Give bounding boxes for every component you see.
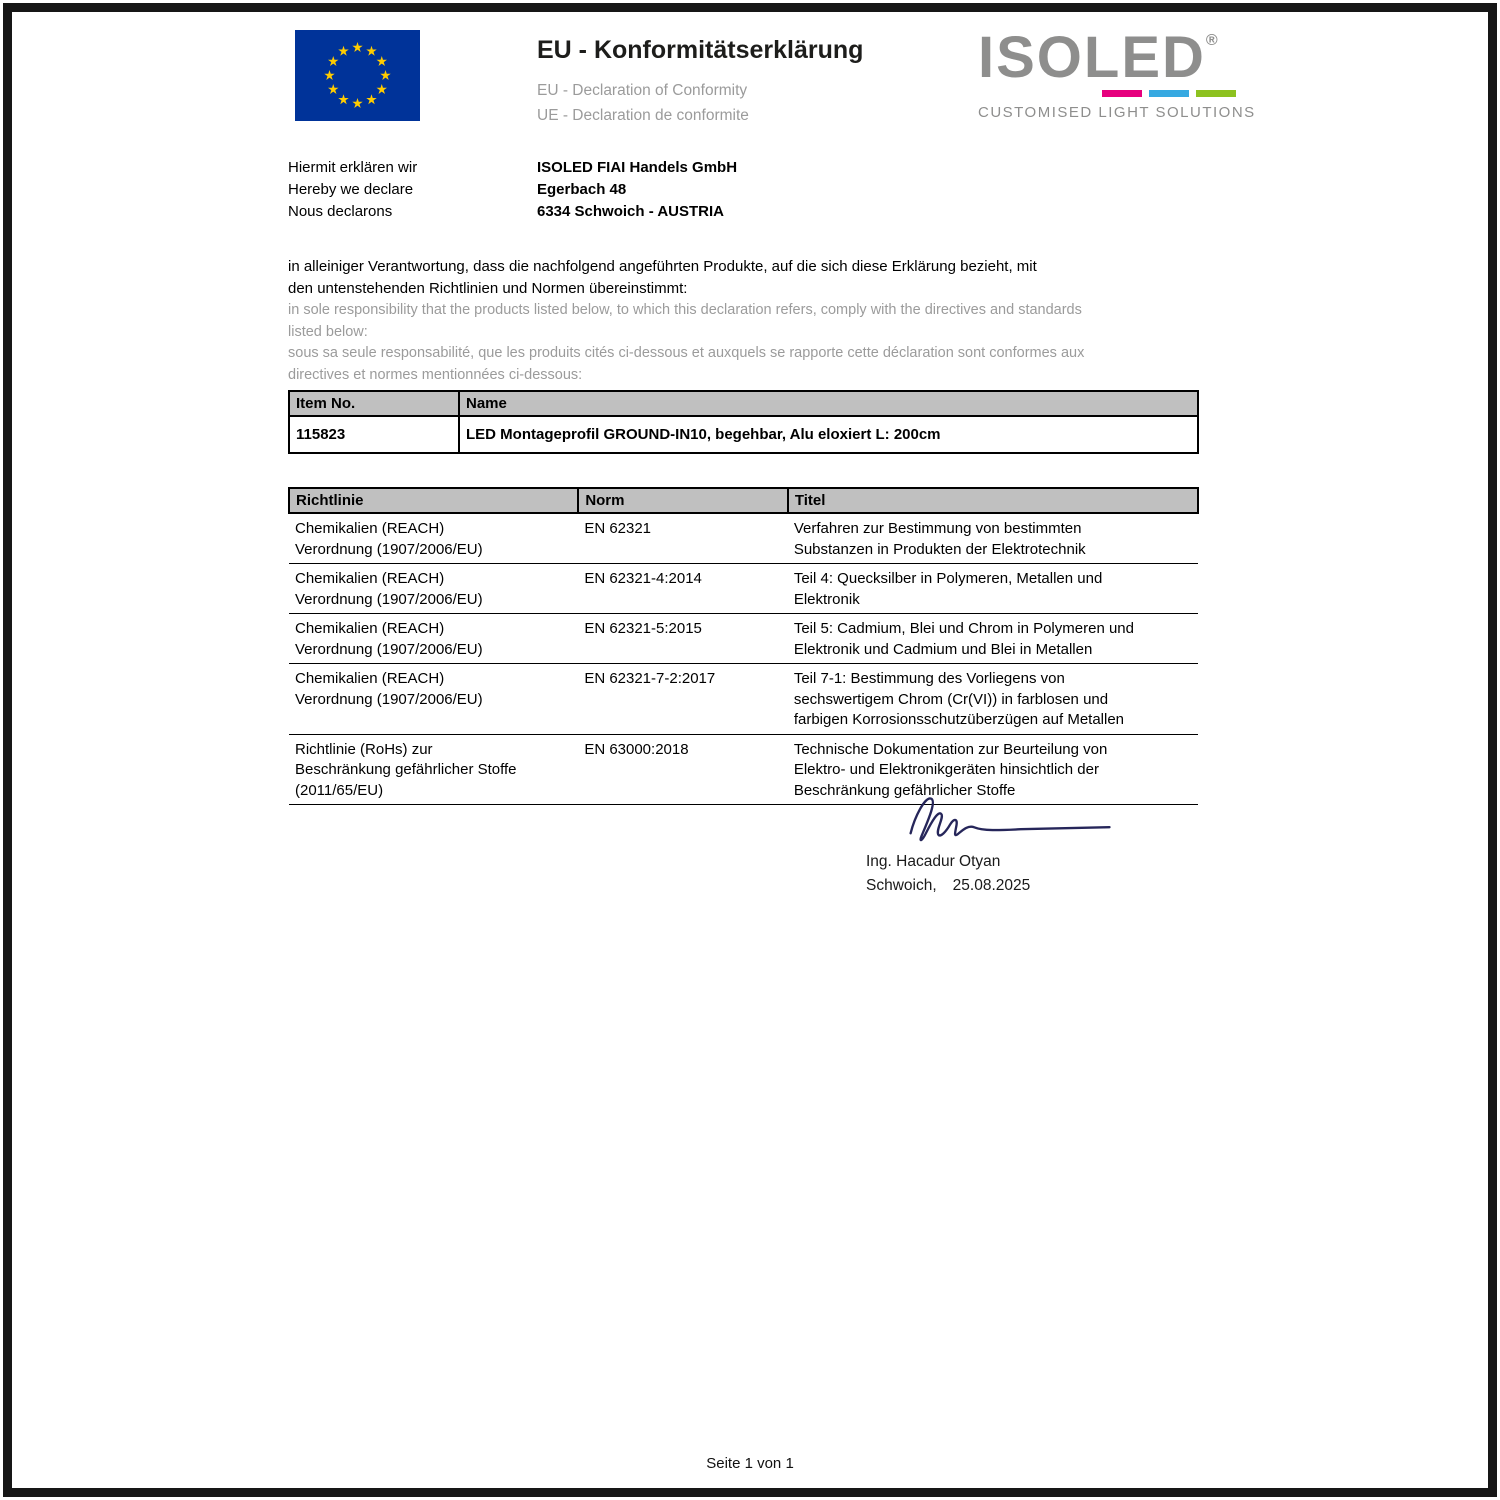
declarant-block	[288, 157, 737, 223]
page-subtitle-fr: UE - Declaration de conformite	[537, 107, 749, 124]
logo-bar-magenta-icon	[1102, 90, 1142, 97]
isoled-logo-text	[978, 25, 1268, 90]
directive-norm: EN 62321-5:2015	[578, 614, 788, 664]
page-title: EU - Konformitätserklärung	[537, 36, 864, 64]
signature-place: Schwoich,	[866, 877, 937, 894]
directive-row	[289, 614, 1198, 664]
directive-norm: EN 62321-7-2:2017	[578, 664, 788, 735]
signature-block	[862, 788, 1135, 895]
directives-header-titel: Titel	[788, 488, 1198, 513]
signature-date: 25.08.2025	[952, 877, 1031, 894]
product-table-row	[289, 416, 1198, 453]
directives-table	[288, 487, 1199, 805]
directive-titel: Technische Dokumentation zur Beurteilung von Elektro- und Elektronikgeräten hinsichtlich der Beschränkung gefährlicher Stoffe	[788, 734, 1198, 805]
product-table	[288, 390, 1199, 454]
isoled-logo-bars	[1102, 90, 1268, 97]
directive-norm: EN 63000:2018	[578, 734, 788, 805]
statement-de: in alleiniger Verantwortung, dass die nachfolgend angeführten Produkte, auf die sich diese Erklärung bezieht, mit den untenstehenden Richtlinien und Normen übereinstimmt:	[288, 258, 1037, 297]
eu-flag-icon	[295, 30, 420, 121]
statement-en: in sole responsibility that the products listed below, to which this declaration refers, comply with the directives and standards listed below:	[288, 302, 1082, 340]
signatory-name: Ing. Hacadur Otyan	[866, 853, 1001, 870]
registered-mark-icon: ®	[1205, 32, 1218, 49]
directive-titel: Teil 7-1: Bestimmung des Vorliegens von sechswertigem Chrom (Cr(VI)) in farblosen und farbigen Korrosionsschutzüberzügen auf Metallen	[788, 664, 1198, 735]
product-table-header-name: Name	[459, 391, 1198, 416]
header-title-block	[537, 36, 863, 128]
isoled-brand-text: ISOLED	[978, 25, 1206, 90]
page-footer: Seite 1 von 1	[706, 1455, 794, 1472]
directive-row	[289, 664, 1198, 735]
directive-norm: EN 62321-4:2014	[578, 564, 788, 614]
directive-richtlinie: Chemikalien (REACH) Verordnung (1907/2006/EU)	[289, 664, 578, 735]
logo-bar-cyan-icon	[1149, 90, 1189, 97]
directive-titel: Teil 5: Cadmium, Blei und Chrom in Polymeren und Elektronik und Cadmium und Blei in Metallen	[788, 614, 1198, 664]
company-address: ISOLED FIAI Handels GmbH Egerbach 48 6334 Schwoich - AUSTRIA	[537, 159, 738, 220]
product-table-header-row	[289, 391, 1198, 416]
directives-header-richtlinie: Richtlinie	[289, 488, 578, 513]
page-subtitle-en: EU - Declaration of Conformity	[537, 82, 748, 99]
product-table-header-item: Item No.	[289, 391, 459, 416]
isoled-logo	[978, 25, 1268, 122]
directives-table-header-row	[289, 488, 1198, 513]
logo-bar-green-icon	[1196, 90, 1236, 97]
directive-richtlinie: Chemikalien (REACH) Verordnung (1907/2006/EU)	[289, 513, 578, 564]
directive-richtlinie: Richtlinie (RoHs) zur Beschränkung gefährlicher Stoffe (2011/65/EU)	[289, 734, 578, 805]
product-name: LED Montageprofil GROUND-IN10, begehbar, Alu eloxiert L: 200cm	[459, 416, 1198, 453]
directive-richtlinie: Chemikalien (REACH) Verordnung (1907/2006/EU)	[289, 564, 578, 614]
isoled-tagline: CUSTOMISED LIGHT SOLUTIONS	[978, 104, 1256, 122]
signature-place-date	[866, 877, 1135, 895]
directive-norm: EN 62321	[578, 513, 788, 564]
product-item-no: 115823	[289, 416, 459, 453]
signature-image	[880, 788, 1135, 850]
directive-row	[289, 513, 1198, 564]
statement-fr: sous sa seule responsabilité, que les produits cités ci-dessous et auxquels se rapporte cette déclaration sont conformes aux directives et normes mentionnées ci-dessous:	[288, 345, 1085, 383]
directive-titel: Verfahren zur Bestimmung von bestimmten Substanzen in Produkten der Elektrotechnik	[788, 513, 1198, 564]
directive-richtlinie: Chemikalien (REACH) Verordnung (1907/2006/EU)	[289, 614, 578, 664]
conformity-statement	[288, 256, 1228, 386]
directive-row	[289, 564, 1198, 614]
declaration-intro: Hiermit erklären wir Hereby we declare Nous declarons	[288, 159, 418, 220]
directive-titel: Teil 4: Quecksilber in Polymeren, Metallen und Elektronik	[788, 564, 1198, 614]
directives-header-norm: Norm	[578, 488, 788, 513]
